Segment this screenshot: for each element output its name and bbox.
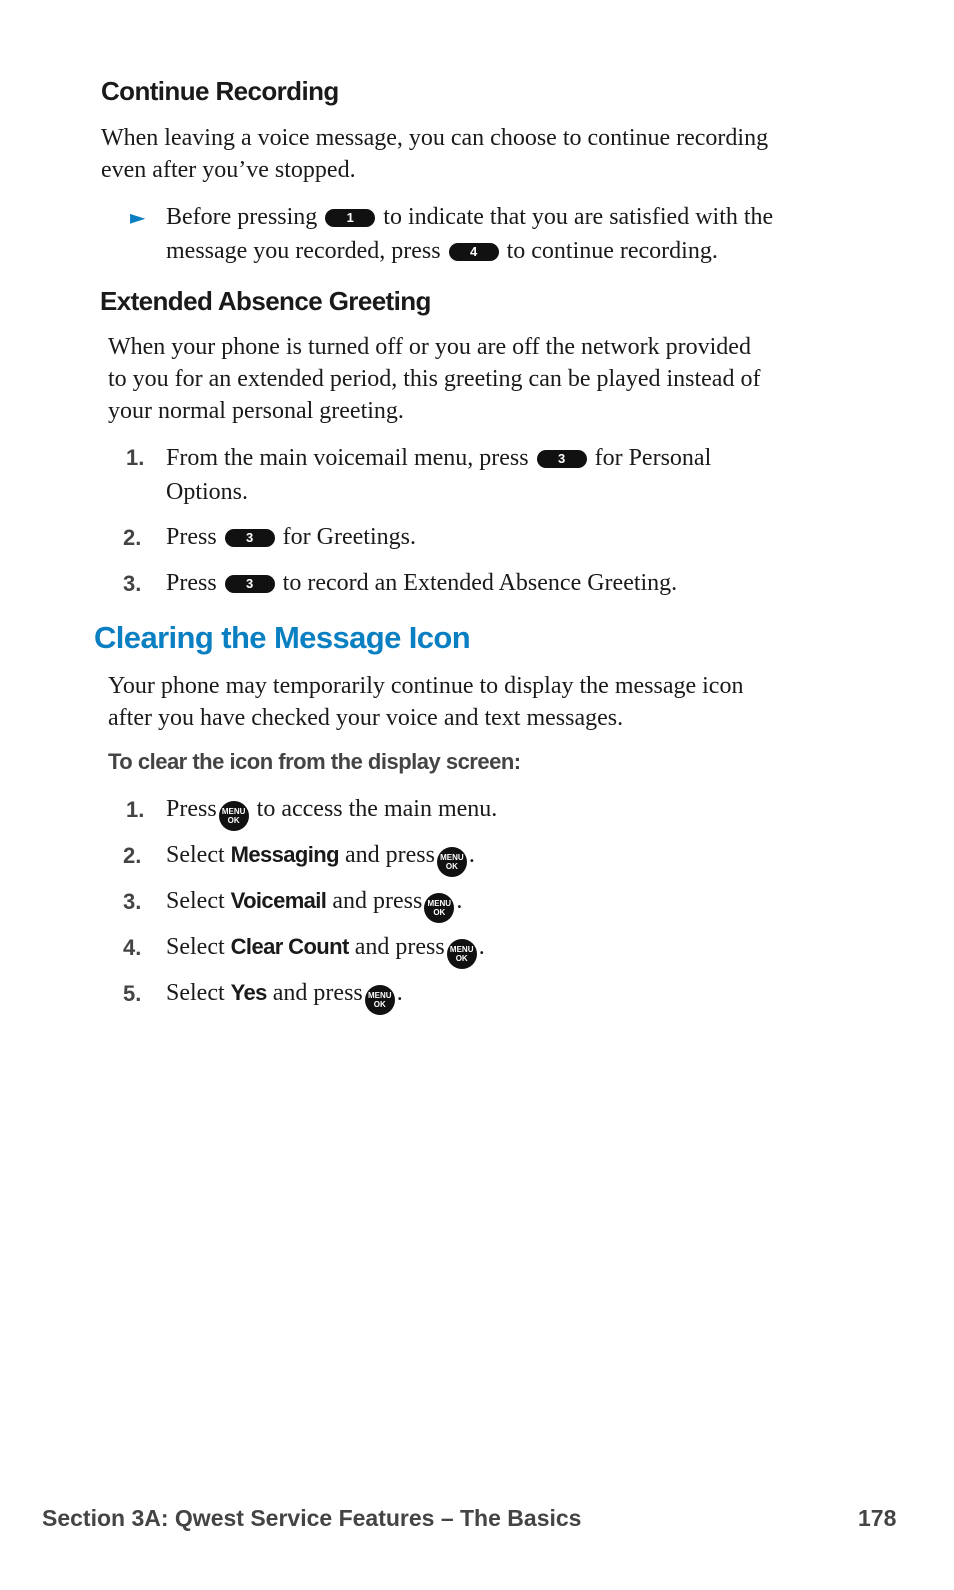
paragraph-line: even after you’ve stopped. [101, 157, 356, 183]
text-segment: and press [272, 980, 363, 1006]
extended-absence-heading: Extended Absence Greeting [100, 286, 431, 316]
footer-section-title: Section 3A: Qwest Service Features – The Basics [42, 1505, 582, 1531]
continue-recording-bullet [166, 200, 773, 268]
text-segment: for Personal [594, 445, 712, 471]
menu-key-label: MENU [367, 991, 392, 1000]
text-segment: . [456, 888, 463, 914]
ui-term-messaging: Messaging [230, 842, 339, 867]
paragraph-line: your normal personal greeting. [108, 398, 404, 424]
menu-key-label: MENU [221, 807, 246, 816]
ok-key-label: OK [455, 954, 468, 963]
bullet-line [166, 200, 773, 234]
step-number: 2. [123, 525, 142, 550]
text-segment: and press [354, 934, 445, 960]
text-segment: Select [166, 888, 225, 914]
menu-key-label: MENU [440, 853, 464, 862]
ok-key-label: OK [373, 1000, 386, 1009]
clearing-step-3 [166, 885, 462, 923]
clearing-step-1 [166, 793, 497, 831]
text-segment: and press [344, 842, 435, 868]
text-segment: Select [166, 980, 225, 1006]
continue-recording-heading: Continue Recording [101, 76, 339, 106]
text-segment: Before pressing [166, 204, 318, 230]
extended-step-2 [166, 521, 416, 553]
text-segment: . [396, 980, 403, 1006]
clearing-lead-in: To clear the icon from the display screen: [108, 749, 521, 774]
step-line: Options. [166, 479, 249, 505]
paragraph-line: When leaving a voice message, you can choose to continue recording [101, 125, 769, 151]
text-segment: to record an Extended Absence Greeting. [282, 570, 678, 596]
extended-absence-paragraph [108, 331, 760, 427]
menu-ok-key-icon [437, 847, 467, 877]
text-segment: Select [166, 842, 225, 868]
step-number: 4. [123, 935, 142, 960]
step-number: 1. [126, 797, 145, 822]
paragraph-line: to you for an extended period, this greeting can be played instead of [108, 366, 761, 392]
paragraph-line: after you have checked your voice and text messages. [108, 705, 624, 731]
text-segment: to access the main menu. [256, 796, 498, 822]
text-segment: . [478, 934, 485, 960]
menu-ok-key-icon [447, 939, 477, 969]
key-4-icon: 4 [449, 243, 499, 261]
text-segment: message you recorded, press [166, 238, 441, 264]
clearing-paragraph [108, 670, 743, 734]
extended-step-3 [166, 567, 677, 599]
footer-page-number: 178 [858, 1505, 897, 1531]
paragraph-line: When your phone is turned off or you are off the network provided [108, 334, 751, 360]
text-segment: From the main voicemail menu, press [166, 445, 529, 471]
extended-step-1 [166, 441, 711, 509]
ok-key-label: OK [445, 862, 458, 871]
step-number: 5. [123, 981, 142, 1006]
bullet-line [166, 234, 773, 268]
clearing-step-2 [166, 839, 475, 877]
step-number: 1. [126, 445, 145, 470]
bullet-arrow-icon: ► [130, 205, 146, 229]
paragraph-line: Your phone may temporarily continue to display the message icon [108, 673, 744, 699]
text-segment: . [468, 842, 475, 868]
step-number: 3. [123, 571, 142, 596]
text-segment: to indicate that you are satisfied with the [383, 204, 774, 230]
menu-key-label: MENU [427, 899, 452, 908]
ok-key-label: OK [433, 908, 446, 917]
menu-key-label: MENU [449, 945, 474, 954]
menu-ok-key-icon [219, 801, 249, 831]
ok-key-label: OK [227, 816, 240, 825]
step-line [166, 441, 711, 475]
text-segment: Select [166, 934, 225, 960]
step-number: 3. [123, 889, 142, 914]
key-3-icon: 3 [225, 575, 275, 593]
key-3-icon: 3 [537, 450, 587, 468]
step-number: 2. [123, 843, 142, 868]
text-segment: for Greetings. [282, 524, 416, 550]
ui-term-clear-count: Clear Count [230, 934, 349, 959]
text-segment: to continue recording. [506, 238, 718, 264]
key-3-icon: 3 [225, 529, 275, 547]
text-segment: Press [166, 524, 217, 550]
clearing-step-5 [166, 977, 403, 1015]
continue-recording-paragraph [101, 122, 768, 186]
ui-term-voicemail: Voicemail [230, 888, 327, 913]
clearing-message-icon-heading: Clearing the Message Icon [94, 620, 471, 655]
menu-ok-key-icon [424, 893, 454, 923]
menu-ok-key-icon [365, 985, 395, 1015]
text-segment: Press [166, 796, 217, 822]
text-segment: and press [332, 888, 423, 914]
key-1-icon: 1 [325, 209, 375, 227]
clearing-step-4 [166, 931, 485, 969]
text-segment: Press [166, 570, 217, 596]
ui-term-yes: Yes [230, 980, 267, 1005]
